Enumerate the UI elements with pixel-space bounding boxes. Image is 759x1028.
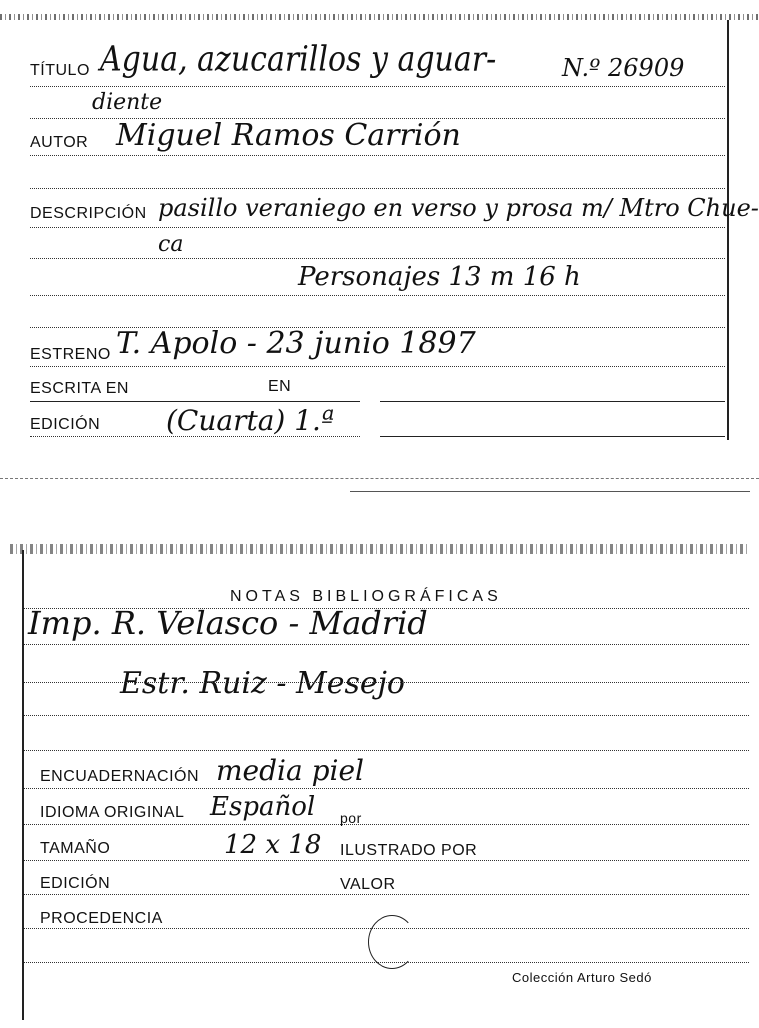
por-label: por (340, 810, 362, 826)
encuadernacion-handwritten: media piel (216, 754, 364, 787)
autor-line (30, 155, 725, 156)
encuadernacion-label: ENCUADERNACIÓN (40, 768, 200, 785)
collection-footer: Colección Arturo Sedó (512, 970, 652, 985)
edicion-bottom-label: EDICIÓN (40, 875, 111, 892)
personajes-handwritten: Personajes 13 m 16 h (298, 262, 581, 292)
card-separator (0, 478, 759, 479)
edicion-bottom-line (24, 894, 749, 895)
procedencia-label: PROCEDENCIA (40, 910, 163, 927)
catalog-card-top (0, 0, 759, 480)
notas-handwritten-2: Estr. Ruiz - Mesejo (120, 666, 405, 701)
card-bottom-top-edge (10, 544, 749, 554)
estreno-handwritten: T. Apolo - 23 junio 1897 (116, 326, 476, 361)
catalog-number: N.º 26909 (562, 54, 685, 82)
ilustrado-por-label: ILUSTRADO POR (340, 842, 478, 859)
descripcion-handwritten: pasillo veraniego en verso y prosa m/ Mtro Chue- (158, 194, 759, 222)
encuadernacion-line (24, 788, 749, 789)
tamano-handwritten: 12 x 18 (224, 830, 322, 860)
notas-line-4 (24, 715, 749, 716)
card-left-border (22, 550, 24, 1020)
blank-line-1 (30, 188, 725, 189)
escrita-en-label: ESCRITA EN (30, 380, 129, 397)
descripcion-handwritten-continued: ca (158, 232, 184, 257)
edicion-line (30, 436, 360, 437)
autor-handwritten: Miguel Ramos Carrión (116, 118, 461, 153)
tamano-line (24, 860, 749, 861)
punch-hole-mark (368, 915, 416, 969)
tamano-label: TAMAÑO (40, 840, 111, 857)
titulo-line (30, 86, 725, 87)
card-separator-solid (350, 491, 750, 492)
notas-handwritten-1: Imp. R. Velasco - Madrid (28, 604, 428, 642)
descripcion-line-2 (30, 258, 725, 259)
notas-bibliograficas-heading: NOTAS BIBLIOGRÁFICAS (230, 588, 502, 605)
titulo-label: TÍTULO (30, 62, 90, 79)
edicion-line-right (380, 436, 725, 437)
notas-line-5 (24, 750, 749, 751)
estreno-line (30, 366, 725, 367)
titulo-handwritten: Agua, azucarillos y aguar- (100, 39, 497, 80)
notas-line-3 (24, 682, 749, 683)
descripcion-line-3 (30, 295, 725, 296)
en-label: EN (268, 378, 292, 395)
card-top-edge (0, 14, 759, 20)
idioma-original-line (24, 824, 749, 825)
notas-line-2 (24, 644, 749, 645)
en-line (380, 401, 725, 402)
edicion-handwritten: (Cuarta) 1.ª (166, 404, 335, 437)
card-right-border (727, 20, 729, 440)
titulo-handwritten-continued: diente (92, 90, 163, 115)
idioma-original-label: IDIOMA ORIGINAL (40, 804, 185, 821)
idioma-original-handwritten: Español (210, 792, 316, 822)
autor-label: AUTOR (30, 134, 89, 151)
valor-label: VALOR (340, 876, 396, 893)
escrita-en-line (30, 401, 360, 402)
descripcion-label: DESCRIPCIÓN (30, 205, 147, 222)
edicion-label: EDICIÓN (30, 416, 101, 433)
descripcion-line (30, 227, 725, 228)
estreno-label: ESTRENO (30, 346, 111, 363)
catalog-card-bottom (0, 530, 759, 1028)
